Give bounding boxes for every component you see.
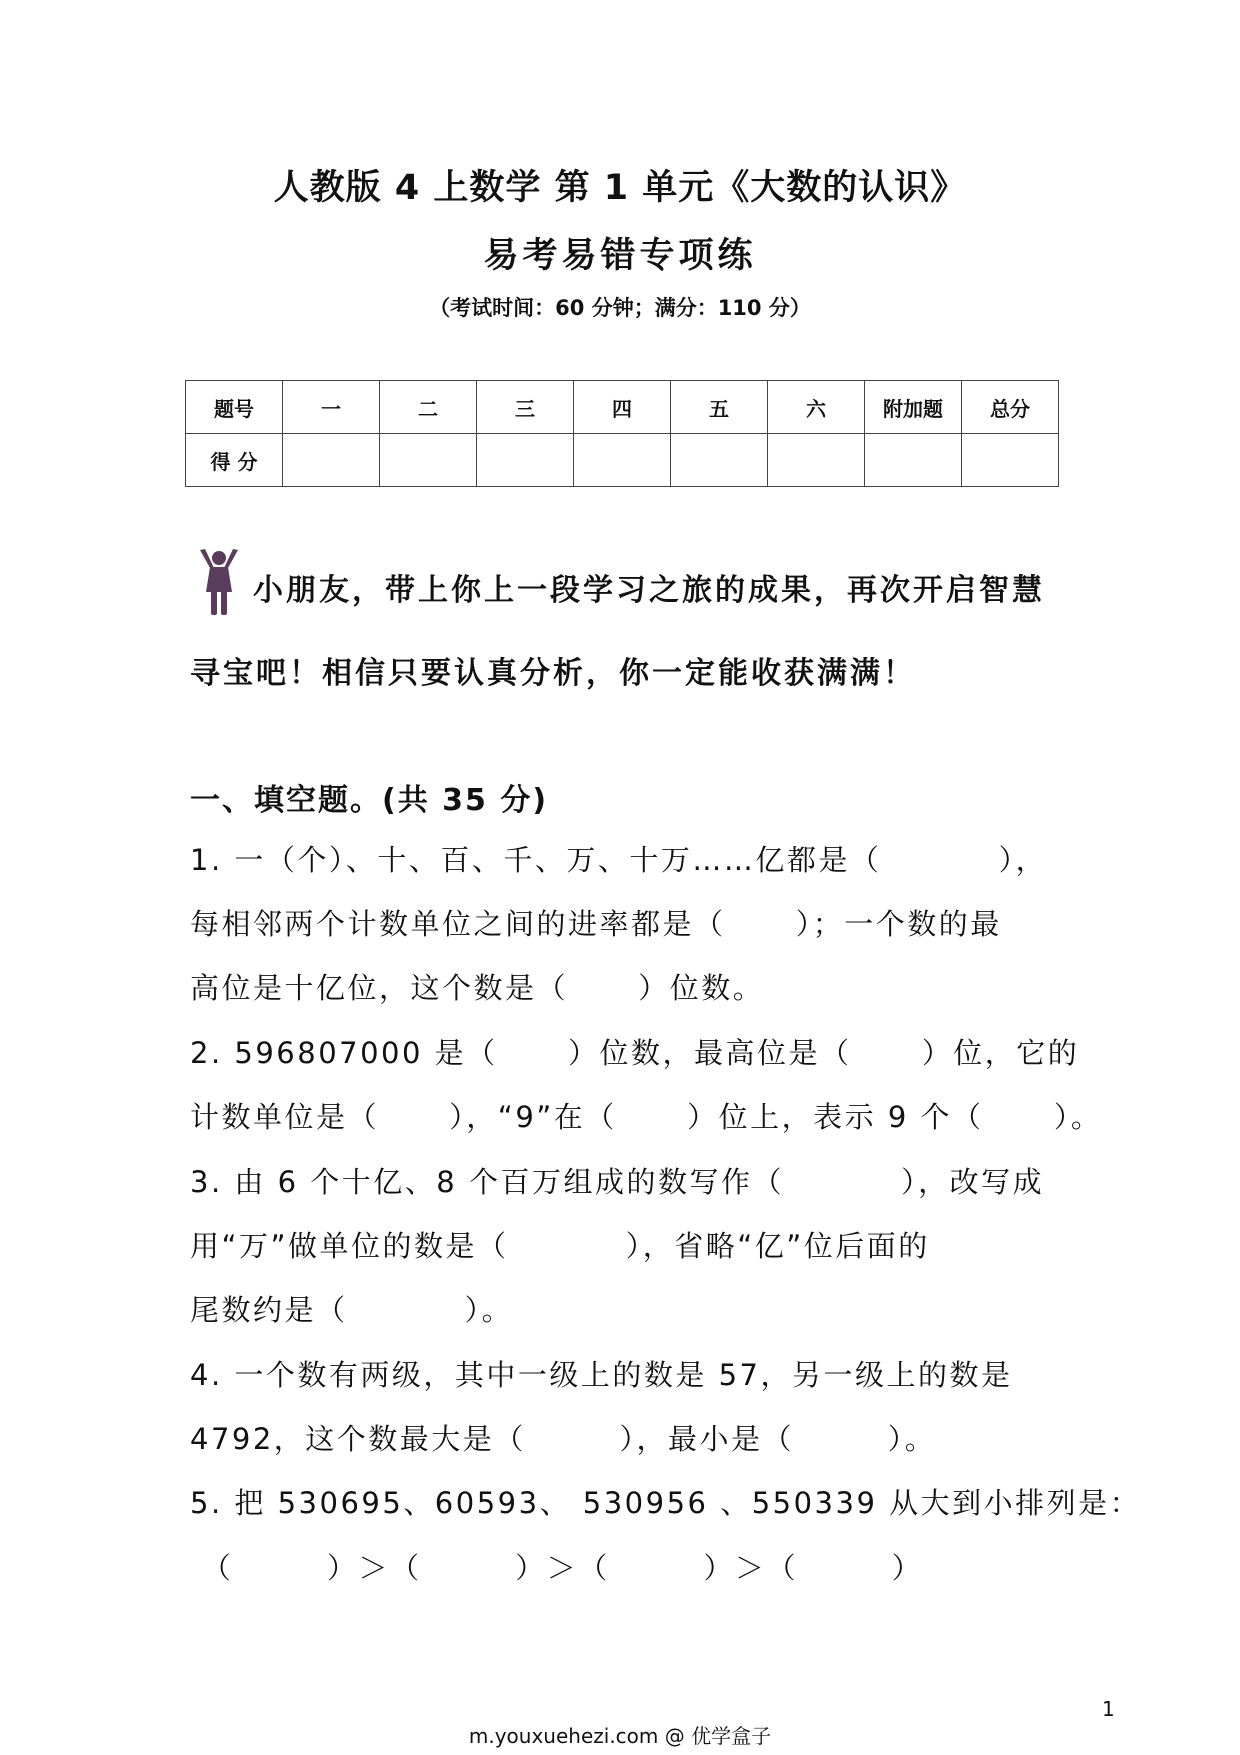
score-cell[interactable] bbox=[865, 434, 962, 487]
question-line: 高位是十亿位，这个数是（ ）位数。 bbox=[190, 971, 765, 1005]
score-cell[interactable] bbox=[671, 434, 768, 487]
score-cell[interactable] bbox=[283, 434, 380, 487]
score-table-header-cell: 六 bbox=[768, 381, 865, 434]
score-table-header-row bbox=[186, 381, 1059, 434]
question-line: 2. 596807000 是（ ）位数，最高位是（ ）位，它的 bbox=[190, 1036, 1080, 1070]
question-line: 3. 由 6 个十亿、8 个百万组成的数写作（ ），改写成 bbox=[190, 1165, 1045, 1199]
score-cell[interactable] bbox=[962, 434, 1059, 487]
exam-info: （考试时间：60 分钟；满分：110 分） bbox=[429, 296, 811, 320]
page-number: 1 bbox=[1102, 1697, 1115, 1721]
cheering-girl-icon bbox=[196, 548, 242, 616]
score-table-header-cell: 五 bbox=[671, 381, 768, 434]
score-table-header-cell: 三 bbox=[477, 381, 574, 434]
score-table-header-cell: 题号 bbox=[186, 381, 283, 434]
question-line: 1. 一（个）、十、百、千、万、十万……亿都是（ ）， bbox=[190, 843, 1048, 877]
score-cell[interactable] bbox=[574, 434, 671, 487]
question-line: 用“万”做单位的数是（ ），省略“亿”位后面的 bbox=[190, 1229, 930, 1263]
score-table-header-cell: 一 bbox=[283, 381, 380, 434]
score-cell[interactable] bbox=[380, 434, 477, 487]
question-line: 计数单位是（ ），“9”在（ ）位上，表示 9 个（ ）。 bbox=[190, 1100, 1103, 1134]
question-line: 尾数约是（ ）。 bbox=[190, 1293, 514, 1327]
score-row-label: 得 分 bbox=[186, 434, 283, 487]
score-table-score-row bbox=[186, 434, 1059, 487]
intro-line: 寻宝吧！相信只要认真分析，你一定能收获满满！ bbox=[190, 656, 916, 691]
score-table-header-cell: 二 bbox=[380, 381, 477, 434]
footer-source: m.youxuehezi.com @ 优学盒子 bbox=[468, 1724, 772, 1748]
score-table-header-cell: 总分 bbox=[962, 381, 1059, 434]
score-cell[interactable] bbox=[768, 434, 865, 487]
score-table bbox=[185, 380, 1059, 487]
question-line: （ ）＞（ ）＞（ ）＞（ ） bbox=[190, 1551, 924, 1585]
score-table-header-cell: 四 bbox=[574, 381, 671, 434]
question-line: 5. 把 530695、60593、 530956 、550339 从大到小排列是： bbox=[190, 1486, 1142, 1520]
document-subtitle: 易考易错专项练 bbox=[483, 236, 757, 276]
score-cell[interactable] bbox=[477, 434, 574, 487]
section-heading: 一、填空题。(共 35 分) bbox=[190, 783, 549, 818]
score-table-header-cell: 附加题 bbox=[865, 381, 962, 434]
question-line: 4792，这个数最大是（ ），最小是（ ）。 bbox=[190, 1422, 937, 1456]
intro-line: 小朋友，带上你上一段学习之旅的成果，再次开启智慧 bbox=[253, 573, 1045, 608]
document-title: 人教版 4 上数学 第 1 单元《大数的认识》 bbox=[273, 168, 967, 208]
question-line: 4. 一个数有两级，其中一级上的数是 57，另一级上的数是 bbox=[190, 1358, 1013, 1392]
question-line: 每相邻两个计数单位之间的进率都是（ ）；一个数的最 bbox=[190, 907, 1002, 941]
